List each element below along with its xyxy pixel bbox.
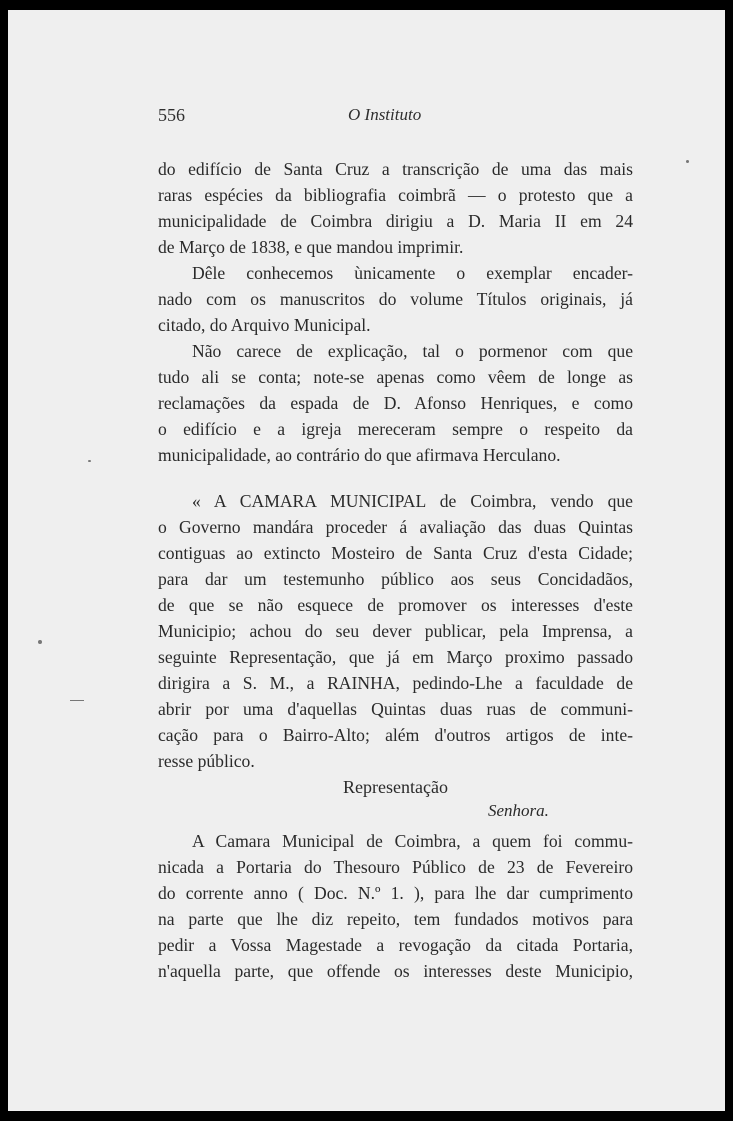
- scan-speck: [38, 640, 42, 644]
- salutation: Senhora.: [488, 801, 549, 820]
- quoted-notice: [158, 488, 633, 774]
- scan-speck: [686, 160, 689, 163]
- text-line: de que se não esquece de promover os interesses d'este: [158, 595, 633, 615]
- text-line: abrir por uma d'aquellas Quintas duas ruas de communi-: [158, 699, 633, 719]
- text-line: municipalidade, ao contrário do que afirmava Herculano.: [158, 445, 561, 465]
- text-line: nado com os manuscritos do volume Títulos originais, já: [158, 289, 633, 309]
- text-line: contiguas ao extincto Mosteiro de Santa Cruz d'esta Cidade;: [158, 543, 633, 563]
- text-line: reclamações da espada de D. Afonso Henriques, e como: [158, 393, 633, 413]
- text-line: Dêle conhecemos ùnicamente o exemplar encader-: [192, 263, 633, 283]
- paragraph-4: [158, 828, 633, 984]
- text-line: citado, do Arquivo Municipal.: [158, 315, 371, 335]
- page-number: 556: [158, 105, 185, 125]
- text-line: do edifício de Santa Cruz a transcrição de uma das mais: [158, 159, 633, 179]
- text-line: seguinte Representação, que já em Março proximo passado: [158, 647, 633, 667]
- text-line: pedir a Vossa Magestade a revogação da citada Portaria,: [158, 935, 633, 955]
- text-line: cação para o Bairro-Alto; além d'outros artigos de inte-: [158, 725, 633, 745]
- scan-speck: [88, 460, 91, 462]
- text-line: dirigira a S. M., a RAINHA, pedindo-Lhe a faculdade de: [158, 673, 633, 693]
- text-line: Não carece de explicação, tal o pormenor com que: [192, 341, 633, 361]
- text-line: o edifício e a igreja mereceram sempre o respeito da: [158, 419, 633, 439]
- page-header: [158, 105, 568, 129]
- document-page: [8, 10, 725, 1111]
- text-line: A Camara Municipal de Coimbra, a quem foi commu-: [192, 831, 633, 851]
- paragraph-1: [158, 156, 633, 260]
- text-line: Municipio; achou do seu dever publicar, pela Imprensa, a: [158, 621, 633, 641]
- text-line: tudo ali se conta; note-se apenas como vêem de longe as: [158, 367, 633, 387]
- text-line: para dar um testemunho público aos seus Concidadãos,: [158, 569, 633, 589]
- section-heading: Representação: [343, 777, 448, 797]
- text-line: municipalidade de Coimbra dirigiu a D. Maria II em 24: [158, 211, 633, 231]
- text-line: resse público.: [158, 751, 255, 771]
- paragraph-3: [158, 338, 633, 468]
- text-line: de Março de 1838, e que mandou imprimir.: [158, 237, 464, 257]
- text-line: na parte que lhe diz repeito, tem fundados motivos para: [158, 909, 633, 929]
- text-line: « A CAMARA MUNICIPAL de Coimbra, vendo que: [192, 491, 633, 511]
- text-line: nicada a Portaria do Thesouro Público de 23 de Fevereiro: [158, 857, 633, 877]
- text-line: o Governo mandára proceder á avaliação das duas Quintas: [158, 517, 633, 537]
- running-title: O Instituto: [348, 105, 422, 124]
- scan-speck: [70, 700, 84, 701]
- text-line: raras espécies da bibliografia coimbrã — o protesto que a: [158, 185, 633, 205]
- paragraph-2: [158, 260, 633, 338]
- text-line: n'aquella parte, que offende os interesses deste Municipio,: [158, 961, 633, 981]
- text-line: do corrente anno ( Doc. N.º 1. ), para lhe dar cumprimento: [158, 883, 633, 903]
